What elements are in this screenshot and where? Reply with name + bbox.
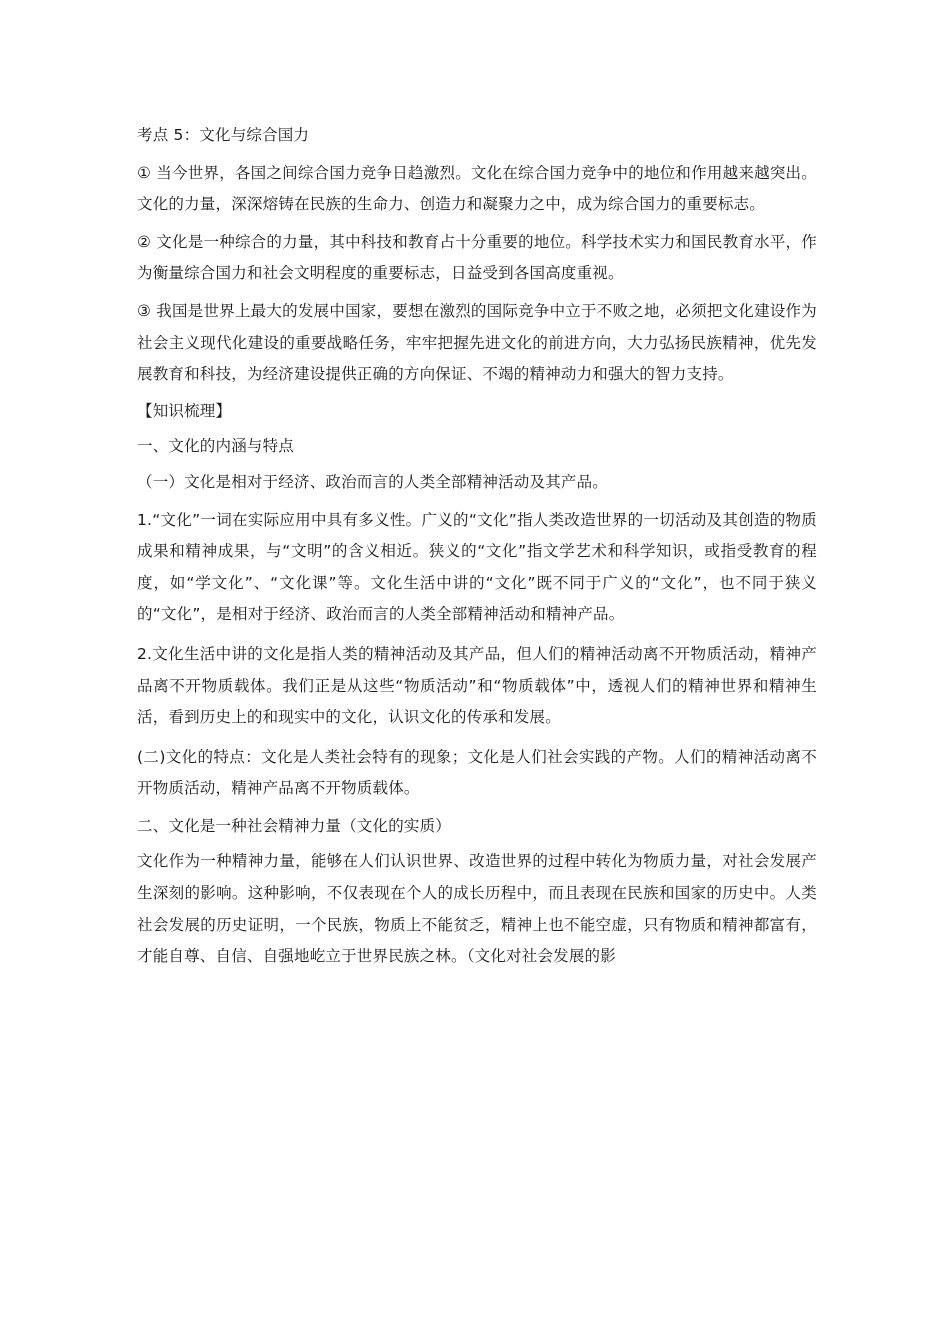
paragraph-culture-force: 文化作为一种精神力量，能够在人们认识世界、改造世界的过程中转化为物质力量，对社会发展产生深刻的影响。这种影响，不仅表现在个人的成长历程中，而且表现在民族和国家的历史中。人类社会发展的历史证明，一个民族，物质上不能贫乏，精神上也不能空虚，只有物质和精神都富有，才能自尊、自信、自强地屹立于世界民族之林。（文化对社会发展的影: [137, 852, 817, 966]
subsection-heading-1: （一）文化是相对于经济、政治而言的人类全部精神活动及其产品。: [137, 472, 609, 491]
paragraph-point-3: ③ 我国是世界上最大的发展中国家，要想在激烈的国际竞争中立于不败之地，必须把文化建设作为社会主义现代化建设的重要战略任务，牢牢把握先进文化的前进方向，大力弘扬民族精神，优先发展教育和科技，为经济建设提供正确的方向保证、不竭的精神动力和强大的智力支持。: [137, 301, 817, 384]
subsection-heading-2: (二)文化的特点：文化是人类社会特有的现象；文化是人们社会实践的产物。人们的精神活动离不开物质活动，精神产品离不开物质载体。: [137, 747, 817, 798]
paragraph-point-1: ① 当今世界，各国之间综合国力竞争日趋激烈。文化在综合国力竞争中的地位和作用越来越突出。文化的力量，深深熔铸在民族的生命力、创造力和凝聚力之中，成为综合国力的重要标志。: [137, 163, 817, 214]
document-body: [137, 120, 817, 973]
paragraph-point-2: ② 文化是一种综合的力量，其中科技和教育占十分重要的地位。科学技术实力和国民教育水平，作为衡量综合国力和社会文明程度的重要标志，日益受到各国高度重视。: [137, 232, 817, 283]
section-label: 【知识梳理】: [137, 401, 232, 420]
list-item-2: 2.文化生活中讲的文化是指人类的精神活动及其产品，但人们的精神活动离不开物质活动，精神产品离不开物质载体。我们正是从这些“物质活动”和“物质载体”中，透视人们的精神世界和精神生活，看到历史上的和现实中的文化，认识文化的传承和发展。: [137, 644, 817, 727]
section-heading-1: 一、文化的内涵与特点: [137, 437, 295, 456]
list-item-1: 1.“文化”一词在实际应用中具有多义性。广义的“文化”指人类改造世界的一切活动及其创造的物质成果和精神成果，与“文明”的含义相近。狭义的“文化”指文学艺术和科学知识，或指受教育的程度，如“学文化”、“文化课”等。文化生活中讲的“文化”既不同于广义的“文化”，也不同于狭义的“文化”，是相对于经济、政治而言的人类全部精神活动和精神产品。: [137, 510, 817, 624]
exam-point-heading: 考点 5：文化与综合国力: [137, 126, 310, 144]
section-heading-2: 二、文化是一种社会精神力量（文化的实质）: [137, 816, 452, 835]
